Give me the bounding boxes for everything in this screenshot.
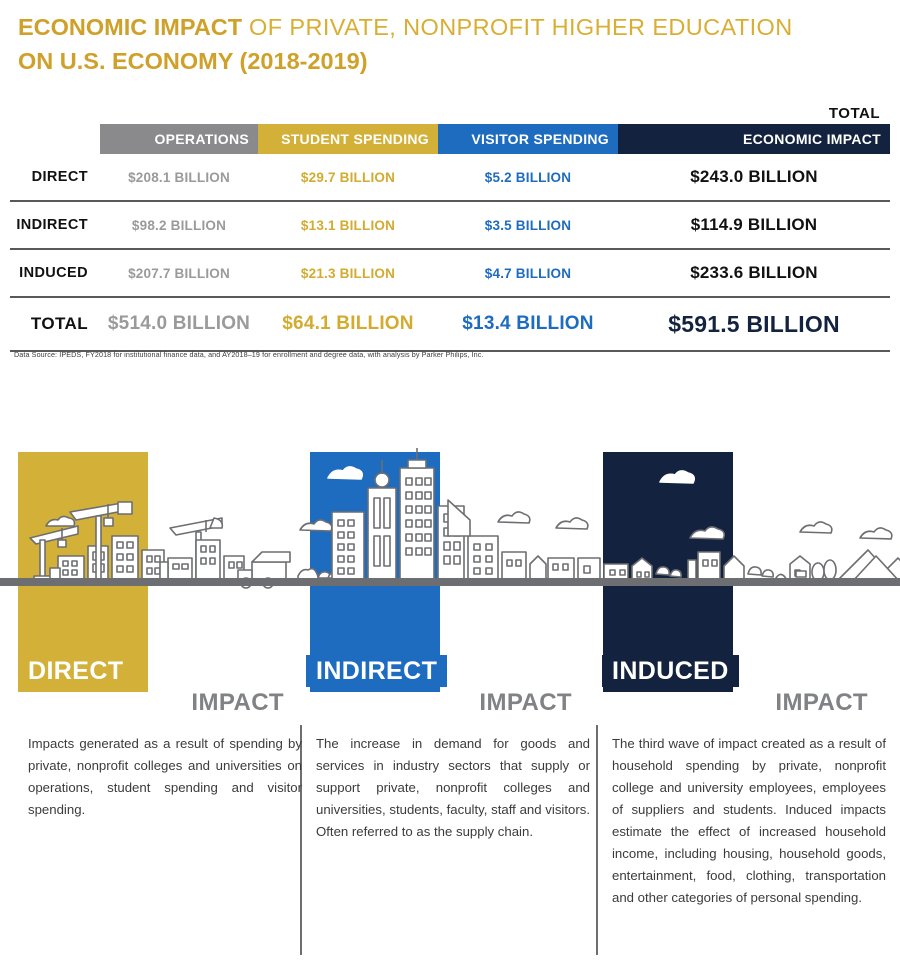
title-remainder: OF PRIVATE, NONPROFIT HIGHER EDUCATION xyxy=(242,14,793,40)
cell-direct-visitor: $5.2 BILLION xyxy=(484,169,572,185)
panel-induced-kicker: INDUCED xyxy=(602,655,739,687)
page-title xyxy=(18,10,888,78)
impact-definition-panels xyxy=(0,655,900,966)
cell-total-total: $591.5 BILLION xyxy=(668,310,840,337)
panel-induced-heading xyxy=(598,655,890,733)
table-row xyxy=(10,202,890,248)
header-total-economic-impact: ECONOMIC IMPACT xyxy=(618,124,890,154)
panel-indirect xyxy=(302,655,594,843)
row-label-induced: INDUCED xyxy=(19,265,88,281)
cell-direct-student: $29.7 BILLION xyxy=(300,169,396,185)
panel-direct-kicker: DIRECT xyxy=(18,655,133,687)
cell-induced-total: $233.6 BILLION xyxy=(690,263,818,282)
table-row xyxy=(10,250,890,296)
panel-induced-kicker-sub: IMPACT xyxy=(775,689,868,716)
table-eyebrow-row xyxy=(10,104,890,124)
panel-direct-body: Impacts generated as a result of spending by private, nonprofit colleges and universities on operations, student spending and visitor spending. xyxy=(28,736,302,817)
cell-induced-operations: $207.7 BILLION xyxy=(128,265,230,281)
title-line-1 xyxy=(18,10,888,44)
cloud-icon-9 xyxy=(328,467,362,479)
cell-total-visitor: $13.4 BILLION xyxy=(462,313,594,334)
panel-direct-kicker-sub: IMPACT xyxy=(191,689,284,716)
panel-indirect-kicker-sub: IMPACT xyxy=(479,689,572,716)
panel-indirect-kicker: INDIRECT xyxy=(306,655,447,687)
row-label-direct: DIRECT xyxy=(31,169,88,185)
panel-induced xyxy=(598,655,890,909)
title-emphasis: ECONOMIC IMPACT xyxy=(18,14,243,40)
cell-induced-student: $21.3 BILLION xyxy=(300,265,396,281)
cityscape-illustration xyxy=(0,440,900,650)
data-source-note: Data Source: IPEDS, FY2018 for institutional finance data, and AY2018–19 for enrollment and degree data, with analysis by Parker Philips, Inc. xyxy=(14,350,484,359)
cloud-icon-6 xyxy=(800,522,832,533)
skyline-svg xyxy=(0,440,900,650)
cloud-icon-7 xyxy=(860,528,892,539)
row-label-total: TOTAL xyxy=(30,314,88,333)
header-visitor-spending: VISITOR SPENDING xyxy=(438,124,618,154)
panel-direct-heading xyxy=(14,655,306,733)
suburb-group xyxy=(688,552,810,582)
panel-induced-body: The third wave of impact created as a result of household spending by private, nonprofit college and university employees, employees of suppliers and students. Induced impacts estimate the effect of increased household income, including housing, household goods, entertainment, food, clothing, transportation and other categories of personal spending. xyxy=(612,736,886,905)
cloud-icon-2 xyxy=(300,520,332,531)
total-eyebrow-label: TOTAL xyxy=(828,104,880,122)
title-line-2: ON U.S. ECONOMY (2018-2019) xyxy=(18,48,368,74)
impact-data-table xyxy=(10,104,890,352)
cell-indirect-student: $13.1 BILLION xyxy=(300,217,396,233)
cell-indirect-visitor: $3.5 BILLION xyxy=(484,217,572,233)
panel-direct xyxy=(14,655,306,821)
cell-induced-visitor: $4.7 BILLION xyxy=(484,265,572,281)
panel-indirect-heading xyxy=(302,655,594,733)
mountain-icon-group xyxy=(836,550,900,582)
ground-line xyxy=(0,578,900,586)
header-blank xyxy=(10,124,100,154)
economic-impact-table xyxy=(0,104,900,352)
cell-total-operations: $514.0 BILLION xyxy=(107,313,251,334)
cloud-icon-1 xyxy=(46,516,74,526)
table-row xyxy=(10,154,890,200)
cloud-icon-3 xyxy=(498,512,530,523)
header-operations: OPERATIONS xyxy=(100,124,258,154)
row-label-indirect: INDIRECT xyxy=(16,217,88,233)
cell-total-student: $64.1 BILLION xyxy=(282,313,414,334)
cloud-icon-8 xyxy=(660,471,694,483)
cell-direct-total: $243.0 BILLION xyxy=(690,167,818,186)
cell-indirect-total: $114.9 BILLION xyxy=(690,215,818,234)
cloud-icon-4 xyxy=(556,518,588,529)
building-group-center-left xyxy=(112,536,192,582)
cell-direct-operations: $208.1 BILLION xyxy=(128,169,230,185)
cell-indirect-operations: $98.2 BILLION xyxy=(131,217,227,233)
header-student-spending: STUDENT SPENDING xyxy=(258,124,438,154)
table-total-row xyxy=(10,298,890,350)
table-header-row xyxy=(10,124,890,154)
cloud-icon-5 xyxy=(690,527,724,539)
panel-indirect-body: The increase in demand for goods and services in industry sectors that supply or support private, nonprofit colleges and universities, students, faculty, staff and visitors. Often referred to as the supply chain. xyxy=(316,736,590,839)
